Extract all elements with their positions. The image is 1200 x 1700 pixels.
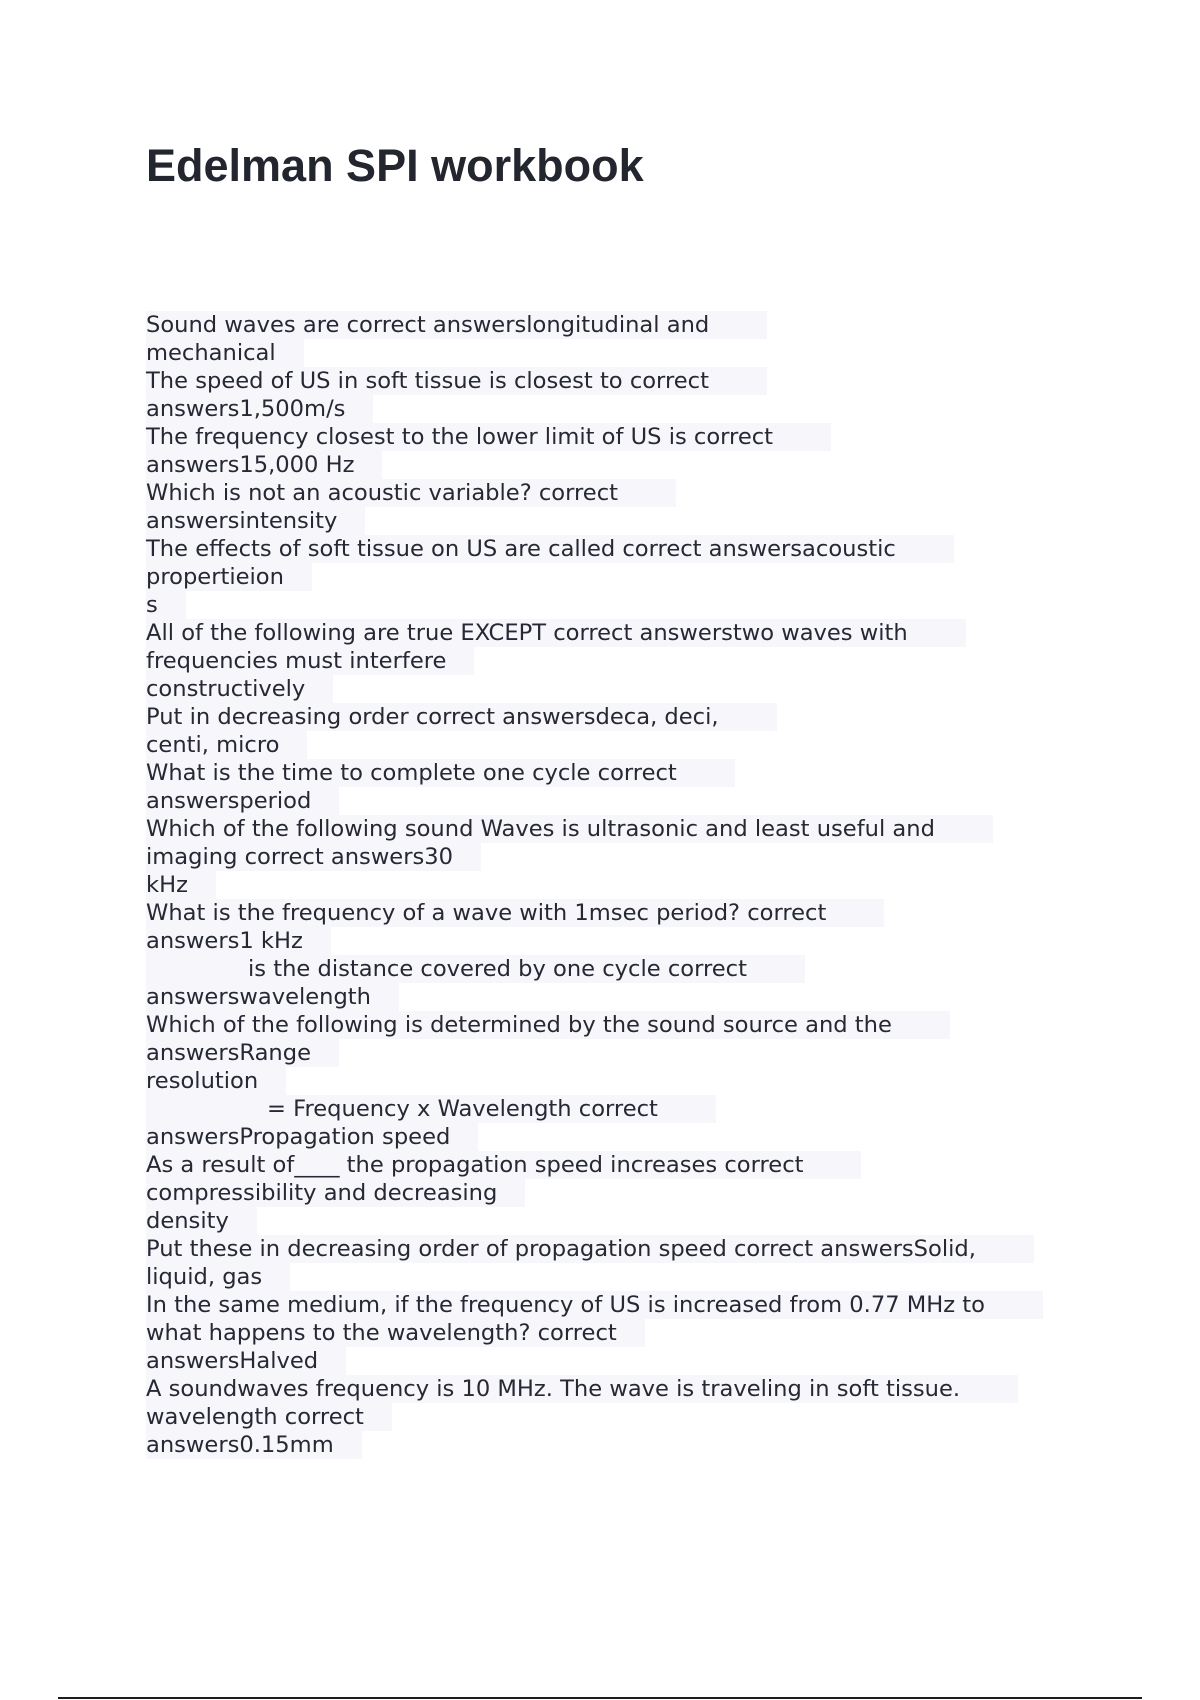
text-line: answers0.15mm [146, 1431, 362, 1459]
text-line: answers15,000 Hz [146, 451, 382, 479]
text-line: answersRange [146, 1039, 339, 1067]
text-line: answersperiod [146, 787, 339, 815]
text-line: Sound waves are correct answerslongitudinal and [146, 311, 767, 339]
text-line: mechanical [146, 339, 304, 367]
text-line: answers1,500m/s [146, 395, 373, 423]
text-line: is the distance covered by one cycle correct [146, 955, 805, 983]
text-line: kHz [146, 871, 216, 899]
text-line: liquid, gas [146, 1263, 290, 1291]
question-answer-list [146, 311, 1066, 1459]
text-line: Put these in decreasing order of propagation speed correct answersSolid, [146, 1235, 1034, 1263]
text-line: The speed of US in soft tissue is closest to correct [146, 367, 767, 395]
text-line: = Frequency x Wavelength correct [146, 1095, 716, 1123]
text-line: s [146, 591, 186, 619]
text-line: In the same medium, if the frequency of US is increased from 0.77 MHz to [146, 1291, 1043, 1319]
text-line: Which of the following sound Waves is ultrasonic and least useful and [146, 815, 993, 843]
text-line: resolution [146, 1067, 286, 1095]
text-line: answersPropagation speed [146, 1123, 478, 1151]
text-line: Which of the following is determined by the sound source and the [146, 1011, 950, 1039]
text-line: The effects of soft tissue on US are called correct answersacoustic [146, 535, 954, 563]
text-line: The frequency closest to the lower limit of US is correct [146, 423, 831, 451]
text-line: All of the following are true EXCEPT correct answerstwo waves with [146, 619, 966, 647]
text-line: What is the time to complete one cycle correct [146, 759, 735, 787]
text-line: answersHalved [146, 1347, 346, 1375]
text-line: A soundwaves frequency is 10 MHz. The wave is traveling in soft tissue. [146, 1375, 1018, 1403]
footer-divider [58, 1697, 1142, 1699]
text-line: constructively [146, 675, 333, 703]
text-line: wavelength correct [146, 1403, 392, 1431]
text-line: compressibility and decreasing [146, 1179, 525, 1207]
text-line: answerswavelength [146, 983, 399, 1011]
text-line: answersintensity [146, 507, 365, 535]
text-line: centi, micro [146, 731, 307, 759]
text-line: density [146, 1207, 257, 1235]
text-line: propertieion [146, 563, 312, 591]
text-line: answers1 kHz [146, 927, 331, 955]
text-line: Put in decreasing order correct answersdeca, deci, [146, 703, 777, 731]
text-line: Which is not an acoustic variable? correct [146, 479, 676, 507]
text-line: frequencies must interfere [146, 647, 474, 675]
text-line: What is the frequency of a wave with 1msec period? correct [146, 899, 884, 927]
text-line: imaging correct answers30 [146, 843, 481, 871]
text-line: As a result of____ the propagation speed increases correct [146, 1151, 861, 1179]
page-title: Edelman SPI workbook [146, 140, 644, 191]
text-line: what happens to the wavelength? correct [146, 1319, 645, 1347]
